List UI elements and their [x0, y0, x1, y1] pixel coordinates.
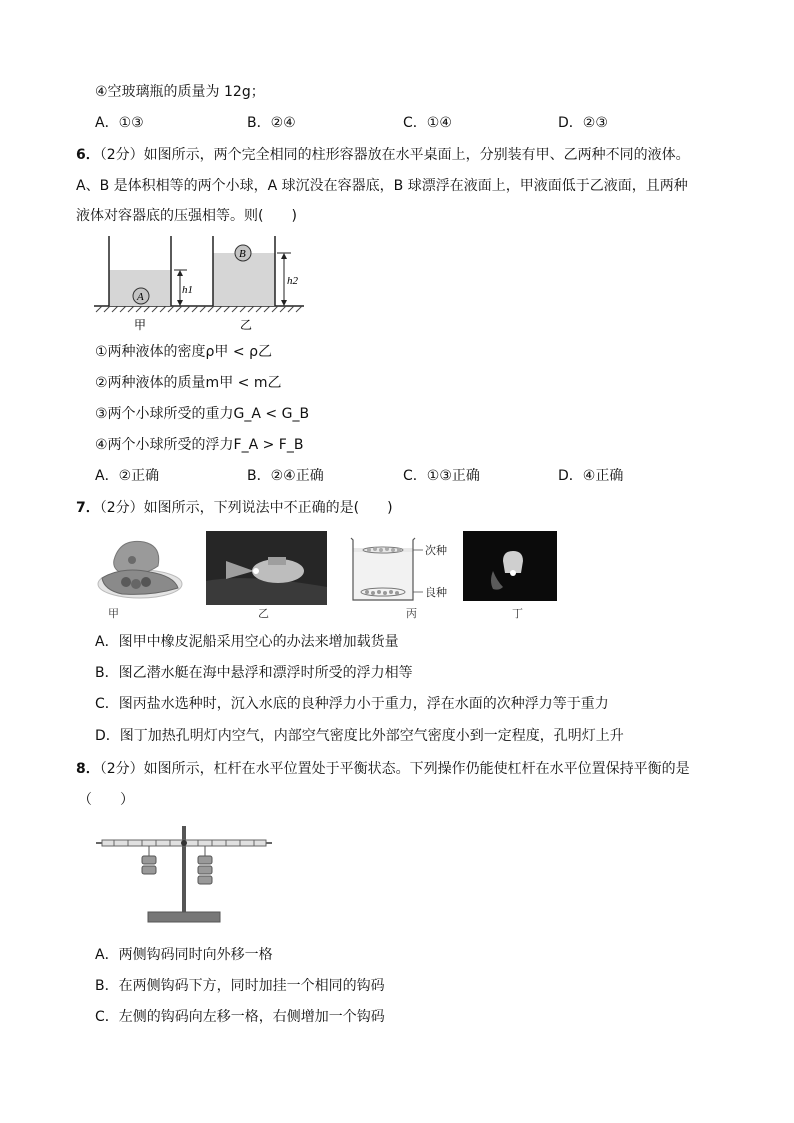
left-weight	[142, 856, 156, 864]
q8-stem-text-1: （2分）如图所示，杠杆在水平位置处于平衡状态。下列操作仍能使杠杆在水平位置保持平衡的是	[99, 761, 690, 777]
q5-option-a[interactable]: A．①③	[95, 115, 144, 131]
q6-option-d[interactable]: D．④正确	[558, 468, 624, 484]
q8-option-a[interactable]: A．两侧钩码同时向外移一格	[95, 947, 273, 963]
label-ci-zhong: 次种	[425, 544, 447, 557]
q7-option-d[interactable]: D．图丁加热孔明灯内空气，内部空气密度比外部空气密度小到一定程度，孔明灯上升	[95, 728, 624, 744]
q7-number: 7．	[76, 500, 100, 516]
q7-option-a[interactable]: A．图甲中橡皮泥船采用空心的办法来增加载货量	[95, 634, 399, 650]
lever-stand-pole	[182, 826, 186, 914]
q8-number: 8．	[76, 761, 100, 777]
q6-statement-2: ②两种液体的质量m甲 < m乙	[95, 375, 282, 391]
q7-caption-jia: 甲	[108, 607, 119, 620]
q7-figure-yi	[206, 531, 327, 605]
q7-option-b[interactable]: B．图乙潜水艇在海中悬浮和漂浮时所受的浮力相等	[95, 665, 413, 681]
q8-stem-line-2: （ ）	[78, 792, 134, 808]
q8-option-c[interactable]: C．左侧的钩码向左移一格，右侧增加一个钩码	[95, 1009, 385, 1025]
q7-figure-bing	[347, 532, 457, 604]
h2-label: h2	[287, 275, 298, 287]
q7-option-c[interactable]: C．图丙盐水选种时，沉入水底的良种浮力小于重力，浮在水面的次种浮力等于重力	[95, 696, 609, 712]
q6-option-b[interactable]: B．②④正确	[247, 468, 324, 484]
q6-option-a[interactable]: A．②正确	[95, 468, 160, 484]
h2-arrowhead-top	[281, 253, 287, 259]
q6-option-c[interactable]: C．①③正确	[403, 468, 480, 484]
q6-stem-line-3: 液体对容器底的压强相等。则( )	[76, 208, 297, 224]
label-jia: 甲	[134, 318, 147, 332]
h1-arrowhead-bottom	[177, 300, 183, 306]
q7-caption-ding: 丁	[512, 607, 523, 620]
q6-stem-line-2: A、B 是体积相等的两个小球，A 球沉没在容器底，B 球漂浮在液面上，甲液面低于乙液面，且两种	[76, 178, 688, 194]
q6-statement-3: ③两个小球所受的重力G_A < G_B	[95, 406, 310, 422]
clay-boat-top	[114, 541, 159, 574]
ball-b-label: B	[239, 248, 246, 260]
h1-arrowhead-top	[177, 270, 183, 276]
submarine-photo	[206, 531, 327, 605]
submarine-tower	[268, 557, 286, 565]
right-weight	[198, 866, 212, 874]
marble	[131, 579, 141, 589]
ground-hatching	[96, 306, 302, 312]
q6-stem-line-1	[76, 145, 690, 165]
q6-number: 6．	[76, 147, 100, 163]
q6-statement-1: ①两种液体的密度ρ甲 < ρ乙	[95, 344, 272, 360]
q5-option-d[interactable]: D．②③	[558, 115, 608, 131]
lantern-flame	[510, 570, 516, 576]
left-weight	[142, 866, 156, 874]
q5-option-c[interactable]: C．①④	[403, 115, 452, 131]
right-weight	[198, 876, 212, 884]
marble	[141, 577, 151, 587]
q7-figure-jia	[92, 532, 192, 604]
marble	[128, 556, 136, 564]
q6-statement-4: ④两个小球所受的浮力F_A > F_B	[95, 437, 304, 453]
q7-caption-bing: 丙	[406, 607, 417, 620]
q5-option-b[interactable]: B．②④	[247, 115, 296, 131]
q7-caption-yi: 乙	[258, 607, 269, 620]
lever-base	[148, 912, 220, 922]
right-weight	[198, 856, 212, 864]
h2-arrowhead-bottom	[281, 300, 287, 306]
lantern-photo	[463, 531, 557, 601]
h1-label: h1	[182, 284, 193, 296]
q7-stem-text-1: （2分）如图所示，下列说法中不正确的是( )	[99, 500, 393, 516]
q7-figure-ding	[463, 531, 557, 601]
q6-container-figure	[92, 232, 312, 334]
q7-stem-line-1	[76, 498, 393, 518]
label-yi: 乙	[240, 318, 253, 332]
searchlight	[253, 568, 259, 574]
label-liang-zhong: 良种	[425, 586, 447, 599]
q5-item-4: ④空玻璃瓶的质量为 12g；	[95, 84, 265, 100]
q8-stem-line-1	[76, 759, 690, 779]
q8-option-b[interactable]: B．在两侧钩码下方，同时加挂一个相同的钩码	[95, 978, 385, 994]
lantern	[503, 551, 523, 573]
ball-a-label: A	[137, 291, 144, 303]
q8-lever-figure	[94, 824, 274, 928]
lever-pivot	[181, 840, 187, 846]
marble	[121, 577, 131, 587]
q6-stem-text-1: （2分）如图所示，两个完全相同的柱形容器放在水平桌面上，分别装有甲、乙两种不同的液体。	[99, 147, 690, 163]
